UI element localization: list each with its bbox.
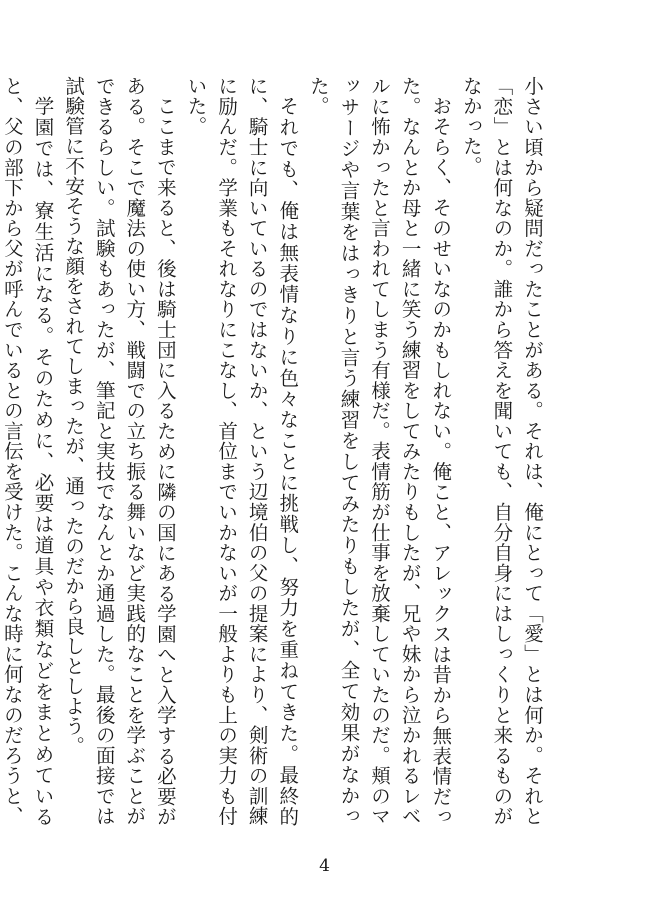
- paragraph: おそらく、そのせいなのかもしれない。俺こと、アレックスは昔から無表情だった。なんとか母と一緒に笑う練習をしてみたりもしたが、兄や妹から泣かれるレベルに怖かったと言われてしまう有様だ。表情筋が仕事を放棄していたのだ。頬のマッサージや言葉をはっきりと言う練習をしてみたりもしたが、全て効果がなかった。: [306, 76, 453, 826]
- paragraph: 学園では、寮生活になる。そのために、必要は道具や衣類などをまとめていると、父の部下から父が呼んでいるとの言伝を受けた。こんな時に何なのだろうと、: [0, 76, 55, 826]
- page-number: 4: [319, 856, 330, 876]
- body-text: [0, 76, 547, 826]
- paragraph: 小さい頃から疑問だったことがある。それは、俺にとって「愛」とは何か。それと「恋」とは何なのか。誰から答えを聞いても、自分自身にはしっくりと来るものがなかった。: [459, 76, 544, 826]
- paragraph: それでも、俺は無表情なりに色々なことに挑戦し、努力を重ねてきた。最終的に、騎士に向いているのではないか、という辺境伯の父の提案により、剣術の訓練に励んだ。学業もそれなりにこなし、首位までいかないが一般よりも上の実力も付いた。: [184, 76, 300, 826]
- paragraph: ここまで来ると、後は騎士団に入るために隣の国にある学園へと入学する必要がある。そこで魔法の使い方、戦闘での立ち振る舞いなど実践的なことを学ぶことができるらしい。試験もあったが、筆記と実技でなんとか通過した。最後の面接では試験管に不安そうな顔をされてしまったが、通ったのだから良しとしよう。: [62, 76, 177, 826]
